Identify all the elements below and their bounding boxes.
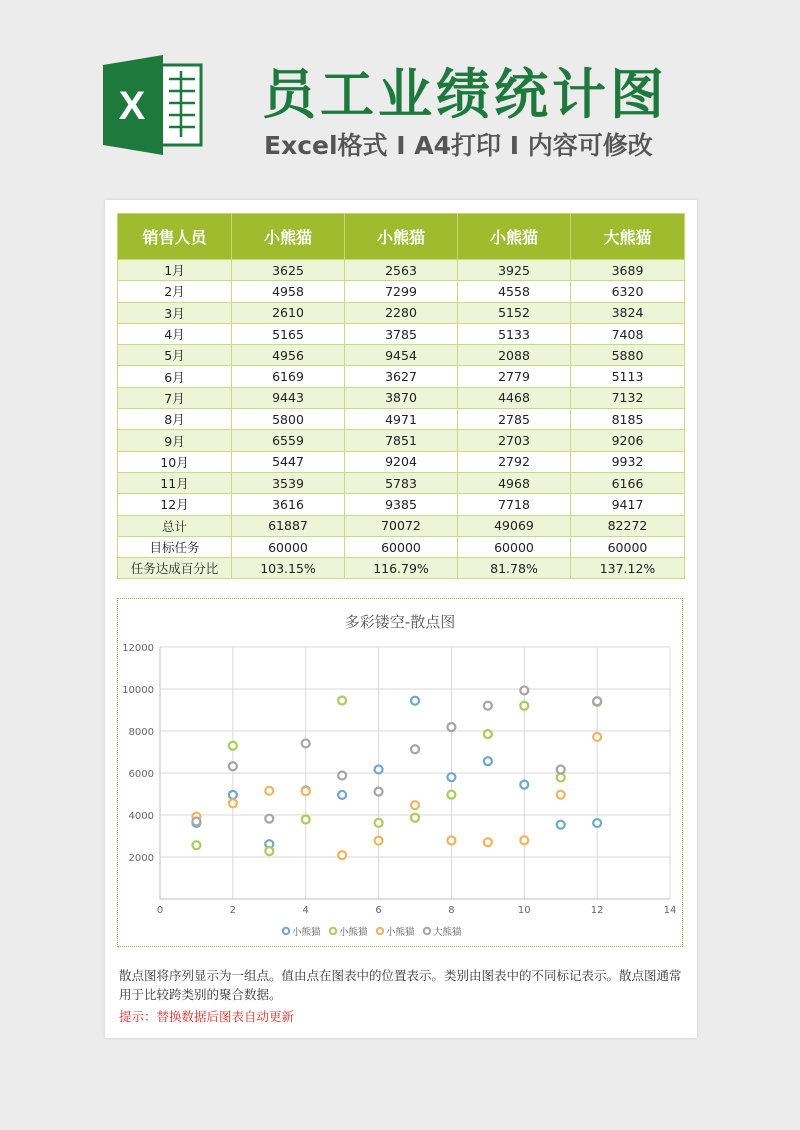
value-cell: 6169	[232, 366, 345, 387]
data-point	[447, 791, 455, 799]
table-row	[118, 472, 685, 493]
value-cell: 82272	[571, 515, 685, 536]
data-point	[338, 851, 346, 859]
value-cell: 5133	[458, 323, 571, 344]
data-point	[447, 837, 455, 845]
value-cell: 70072	[345, 515, 458, 536]
page-title: 员工业绩统计图	[262, 63, 668, 126]
data-point	[520, 702, 528, 710]
data-point	[375, 765, 383, 773]
data-point	[192, 841, 200, 849]
value-cell: 4971	[345, 409, 458, 430]
x-tick-label: 10	[517, 905, 531, 916]
row-label-cell: 6月	[118, 366, 232, 387]
value-cell: 3785	[345, 323, 458, 344]
value-cell: 5783	[345, 472, 458, 493]
column-header: 大熊猫	[571, 214, 685, 260]
legend-marker	[377, 928, 383, 934]
table-row	[118, 260, 685, 281]
table-row	[118, 409, 685, 430]
value-cell: 9417	[571, 494, 685, 515]
data-point	[593, 697, 601, 705]
table-row	[118, 281, 685, 302]
y-tick-label: 10000	[122, 685, 154, 696]
value-cell: 3925	[458, 260, 571, 281]
value-cell: 116.79%	[345, 558, 458, 579]
x-tick-label: 4	[302, 905, 309, 916]
column-header: 销售人员	[118, 214, 232, 260]
value-cell: 4968	[458, 472, 571, 493]
column-header: 小熊猫	[345, 214, 458, 260]
data-point	[265, 847, 273, 855]
value-cell: 3625	[232, 260, 345, 281]
data-point	[447, 773, 455, 781]
x-tick-label: 12	[590, 905, 604, 916]
legend-label: 小熊猫	[292, 927, 321, 938]
data-point	[447, 723, 455, 731]
table-row	[118, 323, 685, 344]
value-cell: 3824	[571, 302, 685, 323]
x-tick-label: 8	[448, 905, 455, 916]
data-point	[520, 686, 528, 694]
data-point	[229, 791, 237, 799]
value-cell: 3539	[232, 472, 345, 493]
value-cell: 9454	[345, 345, 458, 366]
value-cell: 4468	[458, 387, 571, 408]
scatter-chart	[117, 598, 683, 947]
data-point	[338, 696, 346, 704]
value-cell: 3689	[571, 260, 685, 281]
value-cell: 137.12%	[571, 558, 685, 579]
value-cell: 5800	[232, 409, 345, 430]
table-row	[118, 536, 685, 557]
value-cell: 60000	[458, 536, 571, 557]
header	[0, 0, 800, 190]
data-point	[338, 772, 346, 780]
document-sheet	[105, 200, 697, 1038]
data-point	[557, 774, 565, 782]
value-cell: 60000	[232, 536, 345, 557]
legend-label: 小熊猫	[339, 927, 368, 938]
legend-marker	[330, 928, 336, 934]
page-subtitle: Excel格式 I A4打印 I 内容可修改	[264, 131, 653, 160]
data-point	[484, 838, 492, 846]
value-cell: 103.15%	[232, 558, 345, 579]
value-cell: 3870	[345, 387, 458, 408]
value-cell: 7718	[458, 494, 571, 515]
value-cell: 61887	[232, 515, 345, 536]
value-cell: 5165	[232, 323, 345, 344]
value-cell: 5152	[458, 302, 571, 323]
data-point	[520, 781, 528, 789]
chart-description: 散点图将序列显示为一组点。值由点在图表中的位置表示。类别由图表中的不同标记表示。散点图通常用于比较跨类别的聚合数据。	[119, 968, 682, 1002]
data-point	[192, 818, 200, 826]
row-label-cell: 12月	[118, 494, 232, 515]
table-row	[118, 558, 685, 579]
value-cell: 9932	[571, 451, 685, 472]
value-cell: 9443	[232, 387, 345, 408]
data-point	[411, 801, 419, 809]
value-cell: 6166	[571, 472, 685, 493]
row-label-cell: 目标任务	[118, 536, 232, 557]
update-tip: 提示：替换数据后图表自动更新	[119, 1009, 295, 1024]
row-label-cell: 4月	[118, 323, 232, 344]
logo-letter: X	[118, 84, 146, 128]
value-cell: 5880	[571, 345, 685, 366]
row-label-cell: 11月	[118, 472, 232, 493]
table-header-row	[118, 214, 685, 260]
row-label-cell: 任务达成百分比	[118, 558, 232, 579]
row-label-cell: 5月	[118, 345, 232, 366]
value-cell: 60000	[345, 536, 458, 557]
value-cell: 2563	[345, 260, 458, 281]
data-point	[411, 814, 419, 822]
chart-title: 多彩镂空-散点图	[344, 613, 456, 631]
data-point	[265, 787, 273, 795]
y-tick-label: 8000	[128, 727, 154, 738]
column-header: 小熊猫	[232, 214, 345, 260]
legend-marker	[283, 928, 289, 934]
sales-table	[117, 213, 685, 579]
value-cell: 9204	[345, 451, 458, 472]
table-row	[118, 515, 685, 536]
data-point	[557, 821, 565, 829]
value-cell: 7408	[571, 323, 685, 344]
data-point	[375, 788, 383, 796]
data-point	[302, 816, 310, 824]
row-label-cell: 3月	[118, 302, 232, 323]
value-cell: 2610	[232, 302, 345, 323]
value-cell: 5447	[232, 451, 345, 472]
data-point	[557, 791, 565, 799]
table-body	[118, 260, 685, 579]
value-cell: 3627	[345, 366, 458, 387]
x-tick-label: 2	[229, 905, 237, 916]
value-cell: 4956	[232, 345, 345, 366]
value-cell: 2779	[458, 366, 571, 387]
value-cell: 7851	[345, 430, 458, 451]
data-point	[229, 742, 237, 750]
data-point	[411, 697, 419, 705]
data-point	[375, 837, 383, 845]
value-cell: 7132	[571, 387, 685, 408]
value-cell: 2785	[458, 409, 571, 430]
chart-canvas	[118, 599, 682, 946]
value-cell: 2280	[345, 302, 458, 323]
data-point	[302, 739, 310, 747]
table-row	[118, 366, 685, 387]
y-tick-label: 12000	[122, 643, 154, 654]
y-tick-label: 2000	[128, 853, 154, 864]
x-tick-label: 14	[663, 905, 677, 916]
data-point	[593, 819, 601, 827]
value-cell: 3616	[232, 494, 345, 515]
legend-marker	[424, 928, 430, 934]
value-cell: 49069	[458, 515, 571, 536]
value-cell: 81.78%	[458, 558, 571, 579]
table-row	[118, 451, 685, 472]
row-label-cell: 9月	[118, 430, 232, 451]
value-cell: 60000	[571, 536, 685, 557]
value-cell: 4558	[458, 281, 571, 302]
value-cell: 2088	[458, 345, 571, 366]
x-tick-label: 0	[156, 905, 164, 916]
row-label-cell: 2月	[118, 281, 232, 302]
value-cell: 4958	[232, 281, 345, 302]
table-row	[118, 387, 685, 408]
table-row	[118, 345, 685, 366]
value-cell: 8185	[571, 409, 685, 430]
data-point	[557, 766, 565, 774]
row-label-cell: 10月	[118, 451, 232, 472]
y-tick-label: 6000	[128, 769, 154, 780]
data-point	[375, 819, 383, 827]
table-row	[118, 494, 685, 515]
value-cell: 6320	[571, 281, 685, 302]
row-label-cell: 7月	[118, 387, 232, 408]
legend-label: 大熊猫	[433, 927, 462, 938]
row-label-cell: 总计	[118, 515, 232, 536]
excel-logo-icon	[103, 55, 205, 155]
data-point	[229, 799, 237, 807]
data-point	[302, 787, 310, 795]
data-point	[484, 702, 492, 710]
data-point	[520, 836, 528, 844]
value-cell: 9206	[571, 430, 685, 451]
data-point	[229, 762, 237, 770]
row-label-cell: 8月	[118, 409, 232, 430]
column-header: 小熊猫	[458, 214, 571, 260]
value-cell: 5113	[571, 366, 685, 387]
value-cell: 7299	[345, 281, 458, 302]
value-cell: 2792	[458, 451, 571, 472]
table-row	[118, 430, 685, 451]
data-point	[593, 733, 601, 741]
value-cell: 9385	[345, 494, 458, 515]
x-tick-label: 6	[375, 905, 382, 916]
legend-label: 小熊猫	[386, 927, 415, 938]
y-tick-label: 4000	[128, 811, 154, 822]
value-cell: 6559	[232, 430, 345, 451]
data-point	[265, 815, 273, 823]
row-label-cell: 1月	[118, 260, 232, 281]
data-point	[484, 730, 492, 738]
value-cell: 2703	[458, 430, 571, 451]
data-point	[411, 745, 419, 753]
data-point	[484, 757, 492, 765]
table-row	[118, 302, 685, 323]
data-point	[338, 791, 346, 799]
